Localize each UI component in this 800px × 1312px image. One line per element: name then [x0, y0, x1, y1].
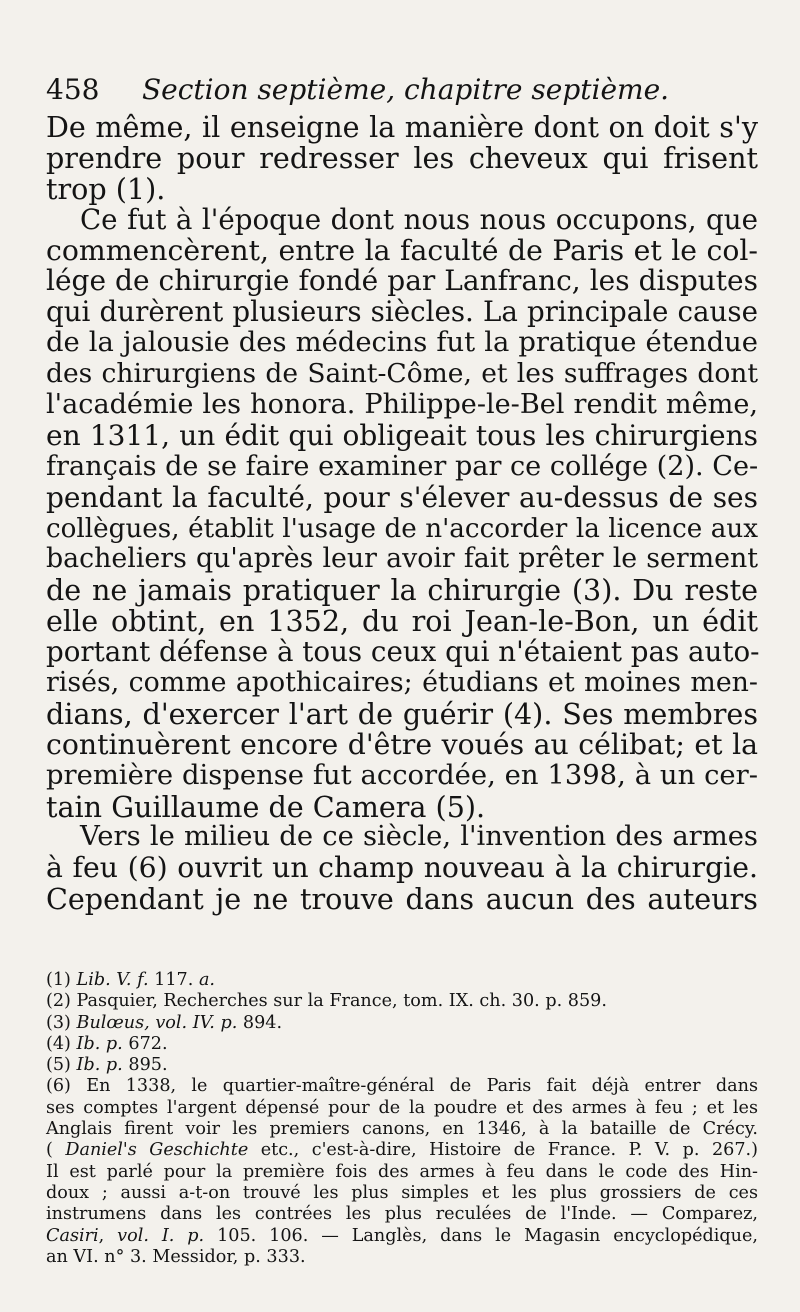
body-line: risés, comme apothicaires; étudians et moines men-	[46, 667, 758, 699]
footnote-line	[46, 991, 758, 1012]
body-line: collègues, établit l'usage de n'accorder la licence aux	[46, 513, 758, 544]
body-line: elle obtint, en 1352, du roi Jean-le-Bon, un édit	[46, 604, 758, 639]
body-line: commencèrent, entre la faculté de Paris et le col-	[46, 233, 758, 267]
footnote-text: Anglais firent voir les premiers canons, en 1346, à la bataille de Crécy.	[46, 1119, 758, 1140]
footnote-text: 672.	[122, 1033, 168, 1054]
body-line: français de se faire examiner par ce collége (2). Ce-	[46, 450, 759, 482]
footnote-line	[46, 1013, 758, 1034]
body-line: à feu (6) ouvrit un champ nouveau à la chirurgie.	[46, 851, 758, 885]
body-line: qui durèrent plusieurs siècles. La principale cause	[46, 295, 758, 329]
footnote-text: 105. 106. — Langlès, dans le Magasin encyclopédique,	[204, 1225, 758, 1246]
footnote-text: etc., c'est-à-dire, Histoire de France. P. V. p. 267.)	[248, 1140, 758, 1161]
body-line: Cependant je ne trouve dans aucun des auteurs	[46, 882, 758, 917]
body-line: bacheliers qu'après leur avoir fait prêter le serment	[46, 543, 758, 575]
footnote-text: (6) En 1338, le quartier-maître-général de Paris fait déjà entrer dans	[46, 1076, 758, 1097]
footnote-text: (5)	[46, 1055, 77, 1076]
footnote-text: vol. I. p.	[117, 1225, 205, 1246]
body-line: Vers le milieu de ce siècle, l'invention des armes	[80, 821, 758, 853]
footnote-line	[46, 1140, 758, 1161]
body-line: lége de chirurgie fondé par Lanfranc, les disputes	[46, 264, 758, 298]
body-line: en 1311, un édit qui obligeait tous les chirurgiens	[46, 418, 758, 452]
footnote-text: Ib. p.	[76, 1055, 123, 1076]
footnote-text: (1)	[46, 970, 77, 990]
page-number: 458	[46, 73, 100, 106]
footnote-text: (2) Pasquier, Recherches sur la France, tom. IX. ch. 30. p. 859.	[46, 991, 607, 1012]
footnote-text: ,	[98, 1225, 118, 1246]
footnote-text: Casiri	[46, 1225, 99, 1246]
footnote-line	[46, 1055, 758, 1076]
body-line: pendant la faculté, pour s'élever au-dessus de ses	[46, 480, 758, 514]
body-line: l'académie les honora. Philippe-le-Bel rendit même,	[46, 389, 758, 421]
footnote-text: Il est parlé pour la première fois des armes à feu dans le code des Hin-	[46, 1161, 758, 1182]
footnote-line	[46, 1247, 758, 1268]
footnote-text: instrumens dans les contrées les plus reculées de l'Inde. — Comparez,	[46, 1204, 758, 1225]
footnote-line	[46, 1119, 758, 1140]
footnote-line	[46, 1183, 758, 1204]
body-line: dians, d'exercer l'art de guérir (4). Ses membres	[46, 696, 758, 731]
footnote-line	[46, 970, 758, 991]
footnote-text: an VI. n° 3. Messidor, p. 333.	[46, 1246, 306, 1267]
footnote-text: a.	[198, 970, 216, 990]
body-line: de la jalousie des médecins fut la pratique étendue	[46, 327, 758, 359]
body-line: première dispense fut accordée, en 1398, à un cer-	[46, 759, 758, 791]
page-header	[46, 70, 670, 110]
footnote-text: Daniel's Geschichte	[65, 1140, 249, 1161]
body-line: tain Guillaume de Camera (5).	[46, 789, 486, 824]
body-line: Ce fut à l'époque dont nous nous occupons, que	[80, 202, 758, 236]
footnote-line	[46, 1162, 758, 1183]
body-line: des chirurgiens de Saint-Côme, et les suffrages dont	[46, 358, 758, 390]
footnote-text: Bulœus, vol. IV. p.	[76, 1012, 238, 1033]
footnote-line	[46, 1034, 758, 1055]
body-line: de ne jamais pratiquer la chirurgie (3). Du reste	[46, 573, 758, 608]
footnote-line	[46, 1076, 758, 1097]
running-title: Section septième, chapitre septième.	[142, 73, 670, 106]
footnote-text: 894.	[237, 1012, 283, 1033]
footnote-text: 117.	[148, 970, 199, 990]
body-line: trop (1).	[46, 171, 166, 206]
body-line: prendre pour redresser les cheveux qui frisent	[46, 140, 758, 175]
body-text	[46, 112, 758, 915]
footnote-text: (4)	[46, 1033, 77, 1054]
footnote-line	[46, 1204, 758, 1225]
footnote-text: Lib. V. f.	[76, 970, 149, 990]
footnotes	[46, 970, 758, 1268]
footnote-text: (	[46, 1140, 66, 1161]
footnote-text: doux ; aussi a-t-on trouvé les plus simples et les plus grossiers de ces	[46, 1182, 758, 1203]
footnote-text: Ib. p.	[76, 1033, 123, 1054]
footnote-text: ses comptes l'argent dépensé pour de la poudre et des armes à feu ; et les	[46, 1097, 758, 1118]
footnote-text: 895.	[122, 1055, 168, 1076]
footnote-line	[46, 1226, 758, 1247]
footnote-line	[46, 1098, 758, 1119]
body-line: portant défense à tous ceux qui n'étaient pas auto-	[46, 635, 760, 669]
body-line: De même, il enseigne la manière dont on doit s'y	[46, 110, 758, 144]
body-line: continuèrent encore d'être voués au célibat; et la	[46, 727, 758, 761]
footnote-text: (3)	[46, 1012, 77, 1033]
